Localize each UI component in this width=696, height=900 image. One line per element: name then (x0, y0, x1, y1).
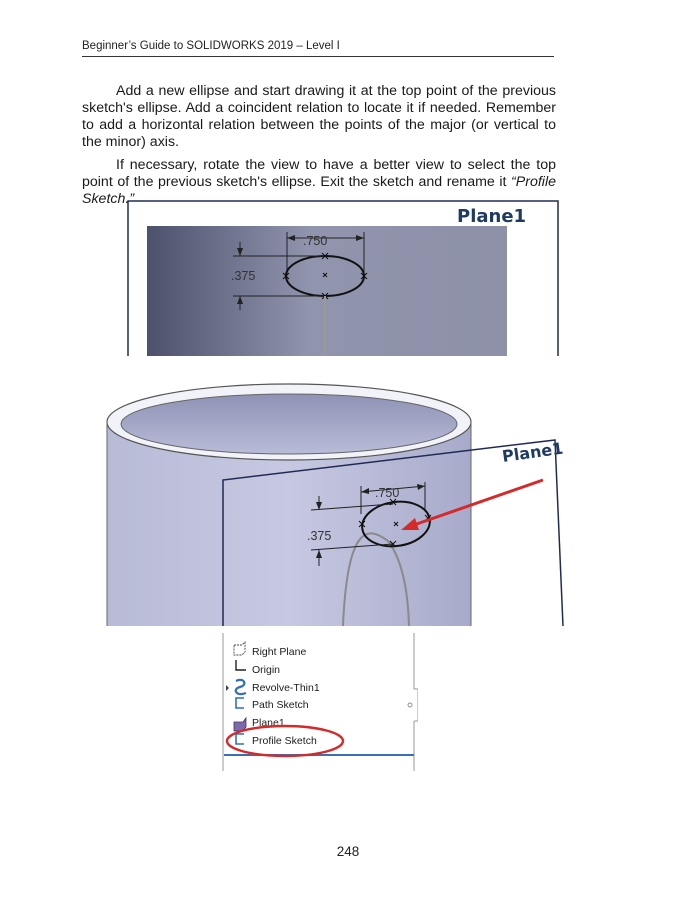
isometric-cylinder-figure (103, 382, 567, 626)
cylinder-opening (121, 394, 457, 454)
tree-item-label: Profile Sketch (252, 735, 317, 747)
plane-label: Plane1 (457, 206, 527, 227)
paragraph-1-text: Add a new ellipse and start drawing it at the top point of the previous sketch's ellipse. Add a coincident relation to locate it if needed. Remember to add a horizontal relation between the points of the major (or vertical to the minor) axis. (82, 83, 556, 150)
dim-vertical-iso: .375 (307, 529, 332, 543)
tree-item-label: Right Plane (252, 646, 307, 658)
page-number: 248 (336, 844, 360, 859)
plane-label-iso: Plane1 (500, 438, 565, 466)
paragraph-2-text: If necessary, rotate the view to have a better view to select the top point of the previous sketch's ellipse. Exit the sketch and rename it (82, 157, 556, 190)
tree-item-label: Path Sketch (252, 699, 309, 711)
sketch-plane-figure (127, 200, 559, 356)
tree-item-label: Revolve-Thin1 (252, 682, 320, 694)
tree-item-label: Origin (252, 664, 281, 676)
tree-item-label: Plane1 (252, 717, 285, 729)
dim-horizontal-iso: .750 (375, 486, 400, 500)
dim-vertical: .375 (231, 269, 256, 283)
instruction-paragraph-1 (82, 83, 556, 151)
feature-tree-figure (222, 633, 418, 771)
header-rule (82, 56, 554, 57)
dim-horizontal: .750 (303, 234, 328, 248)
running-header: Beginner’s Guide to SOLIDWORKS 2019 – Level I (82, 40, 340, 52)
paragraph-2-emphasis: “Profile Sketch.” (82, 174, 556, 207)
